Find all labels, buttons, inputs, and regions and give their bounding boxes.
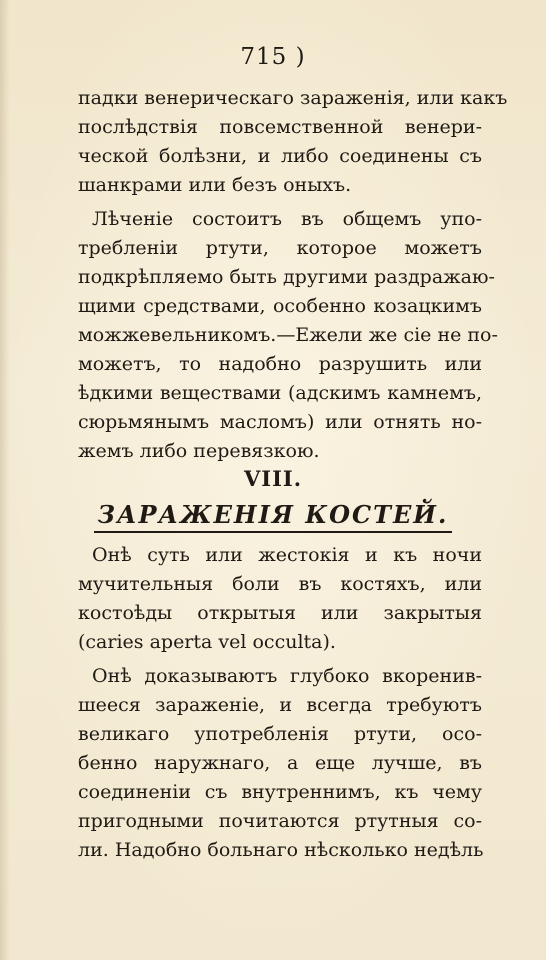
text-line: мучительныя боли въ костяхъ, или [78,573,482,595]
text-line: ѣдкими веществами (адскимъ камнемъ, [78,382,482,404]
text-line: пригодными почитаются ртутныя со- [78,810,482,832]
page-number: 715 ) [240,44,306,70]
text-line: Лѣченіе состоитъ въ общемъ упо- [92,208,482,230]
text-line: соединеніи съ внутреннимъ, къ чему [78,781,482,803]
text-line: костоѣды открытыя или закрытыя [78,602,482,624]
text-line: великаго употребленія ртути, осо- [78,723,482,745]
text-line: ли. Надобно больнаго нѣсколько недѣль [78,839,484,861]
section-title-text: ЗАРАЖЕНІЯ КОСТЕЙ. [94,500,453,533]
text-line: можжевельникомъ.—Ежели же сіе не по- [78,324,498,346]
text-line: шееся зараженіе, и всегда требуютъ [78,694,482,716]
text-line: (caries aperta vel occulta). [78,631,336,653]
text-line: щими средствами, особенно козацкимъ [78,295,482,317]
section-number: VIII. [243,466,303,491]
text-line: можетъ, то надобно разрушить или [78,353,482,375]
text-line: сюрьмянымъ масломъ) или отнять но- [78,411,482,433]
text-line: подкрѣпляемо быть другими раздражаю- [78,266,495,288]
text-line: послѣдствія повсемственной венери- [78,116,482,138]
text-line: Онѣ суть или жестокія и къ ночи [92,544,482,566]
text-line: падки венерическаго зараженія, или какъ [78,87,508,109]
section-title [0,500,546,533]
text-line: ческой болѣзни, и либо соединены съ [78,145,482,167]
text-line: требленіи ртути, которое можетъ [78,237,482,259]
text-line: Онѣ доказываютъ глубоко вкоренив- [92,665,482,687]
text-line: жемъ либо перевязкою. [78,440,320,462]
text-line: шанкрами или безъ оныхъ. [78,174,352,196]
text-line: бенно наружнаго, а еще лучше, въ [78,752,482,774]
